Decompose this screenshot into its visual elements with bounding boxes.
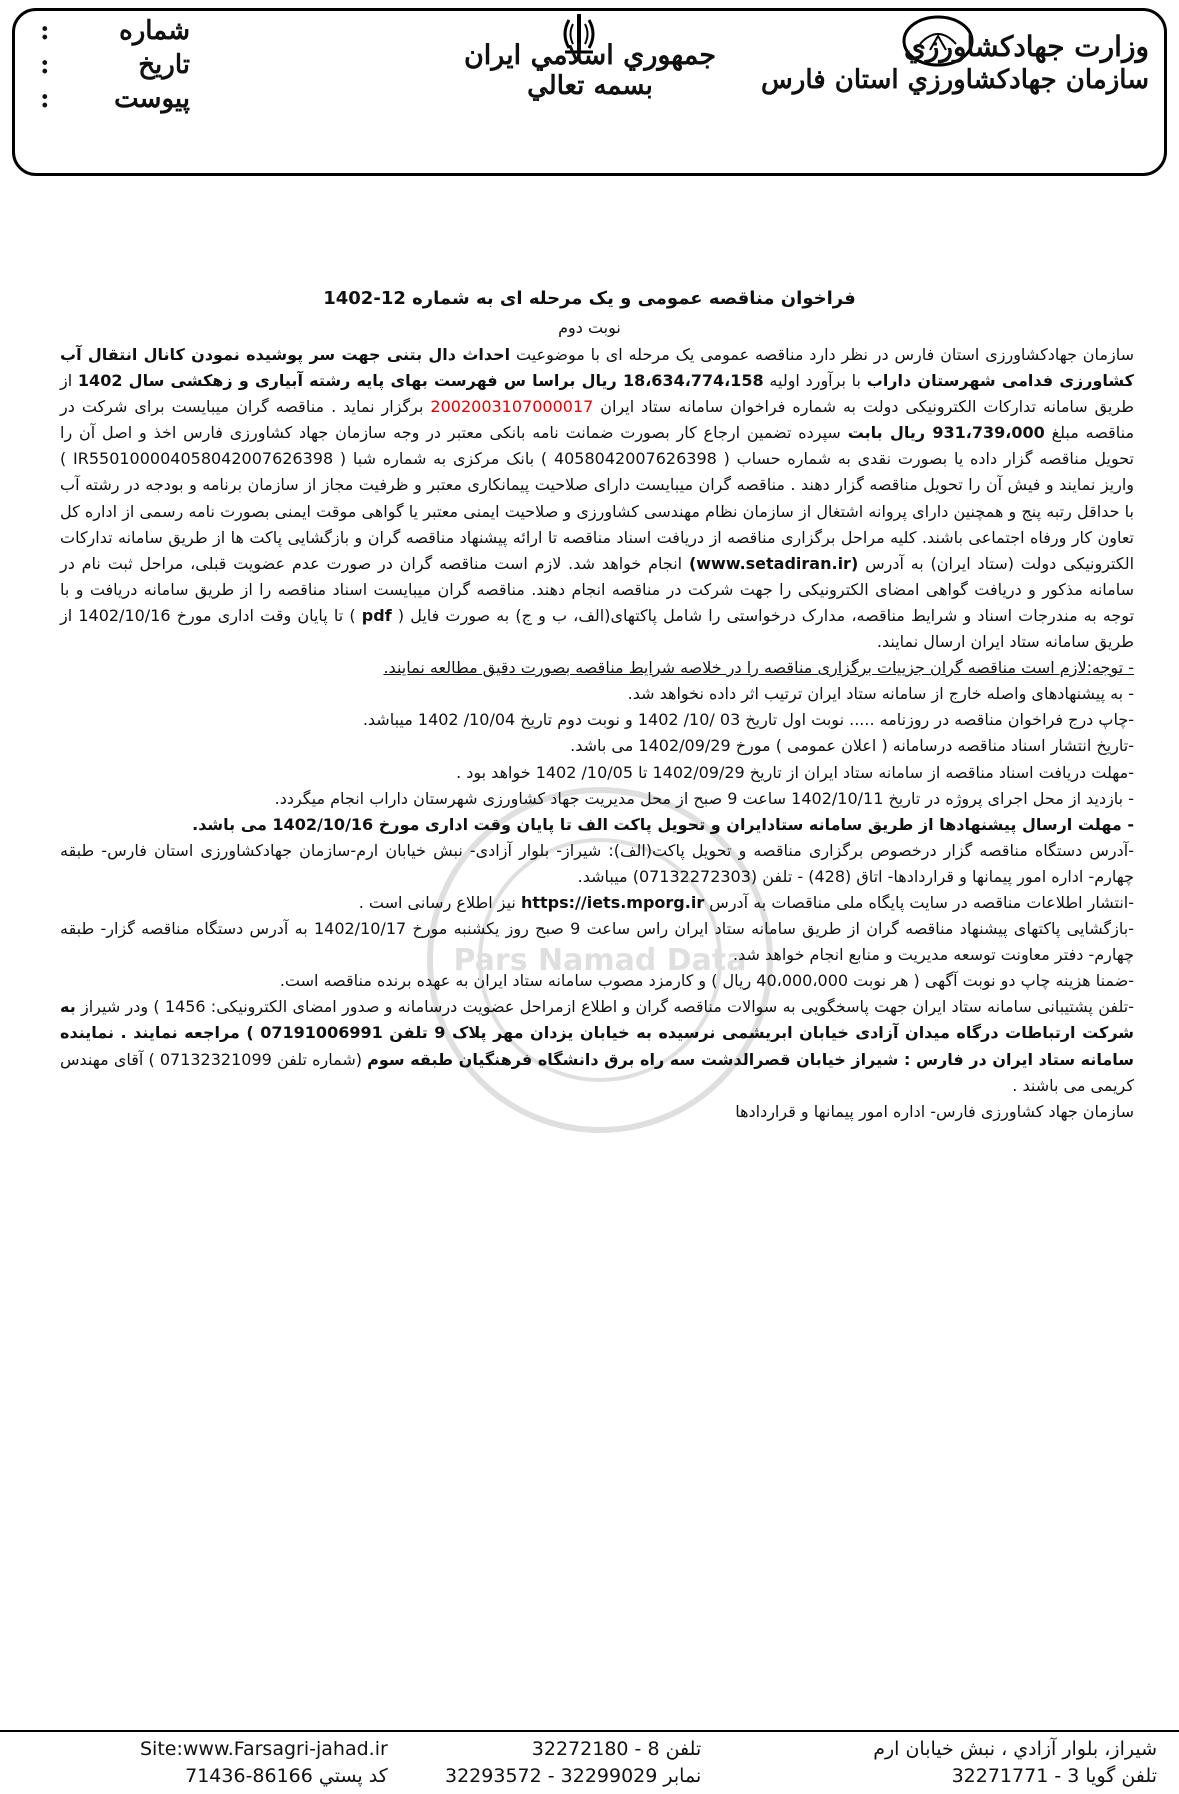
footer-divider	[0, 1730, 1179, 1732]
ministry-name: وزارت جهادکشاورزي	[904, 30, 1149, 63]
basmala: بسمه تعالي	[527, 71, 653, 101]
notice-round: نوبت دوم	[558, 318, 621, 337]
bullet-item: -چاپ درج فراخوان مناقصه در روزنامه ..... نوبت اول تاریخ 03 /10/ 1402 و نوبت دوم تاریخ 10/04/ 1402 میباشد.	[362, 710, 1134, 730]
main-paragraph: سازمان جهادکشاورزی استان فارس در نظر دارد مناقصه عمومی یک مرحله ای با موضوعیت احداث دال بتنی جهت سر پوشیده نمودن کانال انتقال آب کشاورزی فدامی شهرستان داراب با برآورد اولیه 18،634،774،158 ریال براسا س فهرست بهای پایه رشته آبیاری و زهکشی سال 1402 از طریق سامانه تدارکات الکترونیکی دولت به شماره فراخوان سامانه ستاد ایران 2002003107000017 برگزار نماید . مناقصه گران میبایست برای شرکت در مناقصه مبلغ 931،739،000 ریال بابت سپرده تضمین ارجاع کار بصورت ضمانت نامه بانکی معتبر در وجه سازمان جهاد کشاورزی فارس اخذ و اصل آن را تحویل مناقصه گزار داده یا بصورت نقدی به شماره حساب ( 4058042007626398 ) بانک مرکزی به شماره شبا ( IR550100004058042007626398 ) واریز نمایند و فیش آن را تحویل مناقصه گزار دهند . مناقصه گران میبایست دارای صلاحیت پیمانکاری معتبر و ظرفیت مجاز از سازمان برنامه و بودجه در رشته آب با حداقل رتبه پنج و همچنین دارای پروانه اشتغال از سازمان نظام مهندسی کشاورزی و صلاحیت ایمنی معتبر یا گواهی موقت ایمنی بصورت نامه رسمی از اداره کل تعاون کار ورفاه اجتماعی باشند. کلیه مراحل برگزاری مناقصه از دریافت اسناد مناقصه تا ارائه پیشنهاد مناقصه گران و بازگشایی پاکت ها از طریق سامانه تدارکات الکترونیکی دولت (ستاد ایران) به آدرس (www.setadiran.ir) انجام خواهد شد. لازم است مناقصه گران در صورت عدم عضویت قبلی، مراحل ثبت نام در سامانه مذکور و دریافت گواهی امضای الکترونیکی را جهت شرکت در مناقصه انجام دهند. مناقصه گران میبایست اسناد مناقصه را از طریق سامانه دریافت و با توجه به مندرجات اسناد و شرایط مناقصه، مدارک درخواستی را شامل پاکتهای(الف، ب و ج) به صورت فایل ( pdf ) تا پایان وقت اداری مورخ 1402/10/16 از طریق سامانه ستاد ایران ارسال نمایند.	[60, 345, 1135, 652]
footer-fax: نمابر 32299029 - 32293572	[445, 1765, 702, 1787]
footer-street: شيراز، بلوار آزادي ، نبش خيابان ارم	[873, 1738, 1157, 1760]
bullet-item: -آدرس دستگاه مناقصه گزار درخصوص برگزاری مناقصه و تحویل پاکت(الف): شیراز- بلوار آزادی- نبش خیابان ارم-سازمان جهادکشاورزی استان فارس- طبقه چهارم- اداره امور پیمانها و قراردادها- اتاق (428) - تلفن (07132272303) میباشد.	[60, 840, 1134, 886]
signature: سازمان جهاد کشاورزی فارس- اداره امور پیمانها و قراردادها	[735, 1101, 1134, 1121]
reference-fields	[40, 14, 190, 116]
organization-name: سازمان جهادكشاورزي استان فارس	[761, 65, 1149, 95]
notice-body	[60, 342, 1134, 1125]
bullet-item: - به پیشنهادهای واصله خارج از سامانه ستاد ایران ترتیب اثر داده نخواهد شد.	[627, 684, 1134, 704]
footer-postal: كد پستي 86166-71436	[185, 1765, 388, 1787]
setadiran-link[interactable]: (www.setadiran.ir)	[688, 553, 859, 573]
support-item: -تلفن پشتیبانی سامانه ستاد ایران جهت پاسخگویی به سوالات مناقصه گران و اطلاع ازمراحل عضویت درسامانه و صدور امضای الکترونیکی: 1456 ) ودر شیراز به شرکت ارتباطات درگاه میدان آزادی خیابان ابریشمی نرسیده به خیابان یزدان مهر پلاک 9 تلفن 07191006991 ) مراجعه نمایند . نماینده سامانه ستاد ایران در فارس : شیراز خیابان قصرالدشت سه راه برق دانشگاه فرهنگیان طبقه سوم (شماره تلفن 07132321099 ) آقای مهندس کریمی می باشند .	[60, 997, 1135, 1095]
bullet-item: -مهلت دریافت اسناد مناقصه از سامانه ستاد ایران از تاریخ 1402/09/29 تا 10/05/ 1402 خواهد بود .	[456, 762, 1134, 782]
republic-block	[430, 40, 750, 101]
number-field: شماره :	[40, 16, 190, 46]
date-field: تاريخ :	[40, 50, 190, 80]
iets-link[interactable]: https://iets.mporg.ir	[520, 892, 705, 912]
deadline-item: - مهلت ارسال پیشنهادها از طریق سامانه ستادایران و تحویل پاکت الف تا پایان وقت اداری مورخ 1402/10/16 می باشد.	[192, 814, 1134, 834]
footer-web	[140, 1736, 388, 1790]
organization-block	[761, 30, 1149, 95]
svg-text:Pars Namad Data: Pars Namad Data	[453, 943, 747, 978]
bullet-item: -ضمنا هزینه چاپ دو نوبت آگهی ( هر نوبت 40،000،000 ریال ) و کارمزد مصوب سامانه ستاد ایران به عهده برنده مناقصه است.	[279, 971, 1134, 991]
footer-phones	[445, 1736, 701, 1790]
tender-number: 2002003107000017	[430, 397, 594, 417]
bullet-item: - بازدید از محل اجرای پروژه در تاریخ 1402/10/11 ساعت 9 صبح از محل مدیریت جهاد کشاورزی شهرستان داراب انجام میگردد.	[274, 788, 1134, 808]
footer-phone: تلفن 8 - 32272180	[531, 1738, 702, 1760]
republic-name: جمهوري اسلامي ايران	[463, 40, 717, 71]
footer-voip: تلفن گويا 3 - 32271771	[951, 1765, 1157, 1787]
footer-site-link[interactable]: Site:www.Farsagri-jahad.ir	[140, 1738, 388, 1760]
attention-note: - توجه:لازم است مناقصه گران جزییات برگزاری مناقصه را در خلاصه شرایط مناقصه بصورت دقیق مطالعه نمایند.	[383, 658, 1134, 678]
footer-address	[873, 1736, 1157, 1790]
bullet-item: -بازگشایی پاکتهای پیشنهاد مناقصه گران از طریق سامانه ستاد ایران راس ساعت 9 صبح روز یکشنبه مورخ 1402/10/17 به آدرس دستگاه مناقصه گزار- طبقه چهارم- دفتر معاونت توسعه مدیریت و منابع انجام خواهد شد.	[60, 919, 1135, 965]
notice-title: فراخوان مناقصه عمومی و یک مرحله ای به شماره 12-1402	[323, 288, 856, 309]
bullet-item: -انتشار اطلاعات مناقصه در سایت پایگاه ملی مناقصات به آدرس https://iets.mporg.ir نیز اطلاع رسانی است .	[358, 892, 1134, 912]
bullet-item: -تاریخ انتشار اسناد مناقصه درسامانه ( اعلان عمومی ) مورخ 1402/09/29 می باشد.	[570, 736, 1134, 756]
attachment-field: پيوست :	[40, 84, 190, 114]
